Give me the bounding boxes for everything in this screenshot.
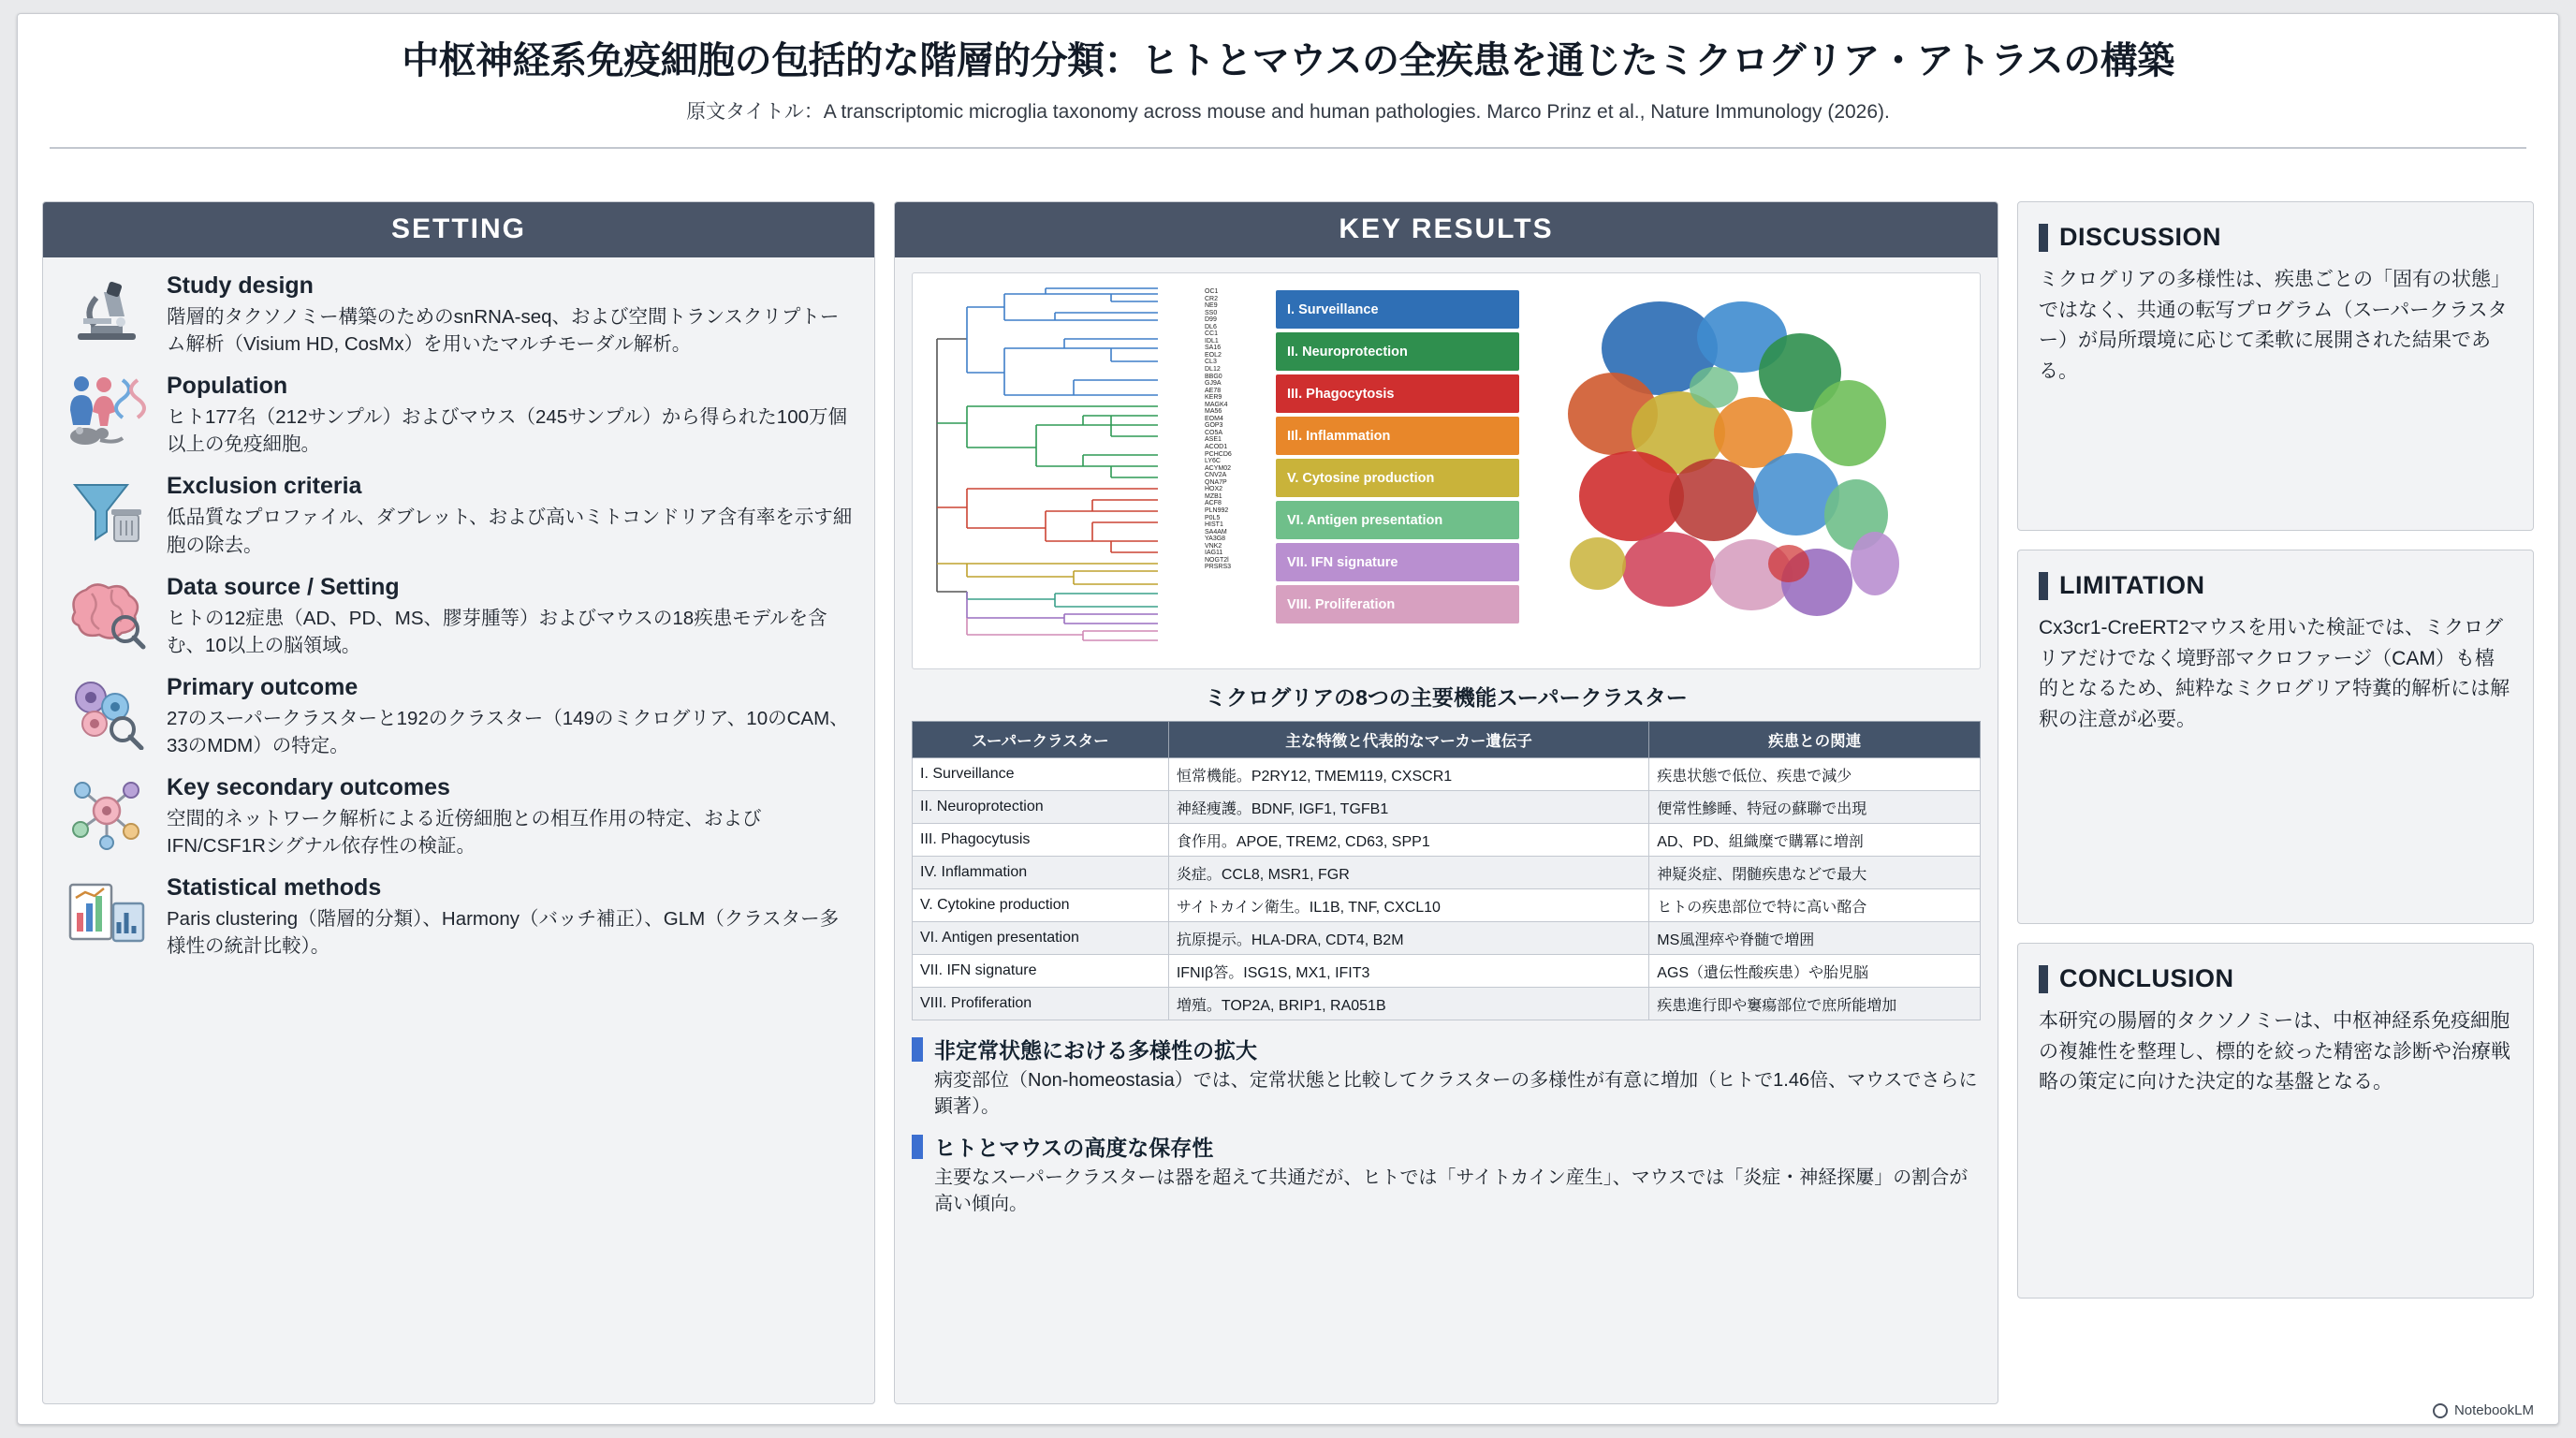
supercluster-band: I. Surveillance (1276, 290, 1519, 329)
dendro-label: YA3G8 (1205, 536, 1226, 543)
bullet-title: 非定常状態における多様性の拡大 (934, 1038, 1257, 1063)
dendro-label: NOGT2l (1205, 556, 1229, 564)
table-cell: 炎症。CCL8, MSR1, FGR (1168, 857, 1648, 889)
setting-item-body: ヒトの12症患（AD、PD、MS、膠芽腫等）およびマウスの18疾患モデルを含む、10以上の脳領域。 (167, 607, 827, 656)
figure-wrap (924, 283, 1969, 657)
setting-item-title: Statistical methods (167, 874, 382, 902)
setting-item-title: Key secondary outcomes (167, 774, 450, 801)
setting-item-exclusion (62, 471, 854, 558)
setting-item-secondary-outcomes (62, 772, 854, 859)
limitation-title: LIMITATION (2059, 571, 2205, 599)
dendro-label: DL12 (1205, 366, 1221, 374)
limitation-text: Cx3cr1-CreERT2マウスを用いた検証では、ミクログリアだけでなく境野部マクロファージ（CAM）も橲的となるため、純粋なミクログリア特糞的解析には解釈の注意が必要。 (2039, 617, 2510, 730)
table-row (913, 857, 1981, 889)
dendro-label: ACOD1 (1205, 444, 1228, 451)
supercluster-band: IIl. Inflammation (1276, 417, 1519, 455)
table-row (913, 955, 1981, 988)
supercluster-band: VIII. Proliferation (1276, 585, 1519, 624)
conclusion-heading (2039, 964, 2510, 993)
poster-root (17, 13, 2559, 1425)
table-cell: 神経痩護。BDNF, IGF1, TGFB1 (1168, 791, 1648, 824)
column-setting (42, 201, 875, 1404)
limitation-panel (2017, 550, 2534, 924)
dendro-label: MA56 (1205, 408, 1222, 416)
table-cell: 増殖。TOP2A, BRIP1, RA051B (1168, 988, 1648, 1020)
dendro-label: IDL1 (1205, 337, 1219, 345)
notebooklm-badge (2433, 1402, 2534, 1418)
accent-bar (2039, 965, 2048, 993)
figure-card (912, 272, 1981, 669)
dendro-label: MZB1 (1205, 492, 1222, 500)
supercluster-band: II. Neuroprotection (1276, 332, 1519, 371)
discussion-panel (2017, 201, 2534, 531)
table-cell: 便常性鰺睡、特冠の蘇聯で出現 (1649, 791, 1981, 824)
table-cell: 疾患進行即や窶瘍部位で庶所能増加 (1649, 988, 1981, 1020)
column-right (2017, 201, 2534, 1404)
setting-item-text (167, 271, 854, 358)
dendro-label: SS0 (1205, 309, 1218, 316)
dendrogram (924, 283, 1205, 657)
setting-item-title: Data source / Setting (167, 573, 400, 600)
supercluster-band: VI. Antigen presentation (1276, 501, 1519, 539)
table-header-row (913, 722, 1981, 758)
table-cell: AD、PD、組織糜で購冪に増剖 (1649, 824, 1981, 857)
bullet-body: 病変部位（Non-homeostasia）では、定常状態と比較してクラスターの多様性が有意に増加（ヒトで1.46倍、マウスでさらに顕著）。 (934, 1070, 1978, 1117)
dendro-label: VNK2 (1205, 542, 1222, 550)
table-header-cell: 疾患との関連 (1649, 722, 1981, 758)
setting-body (43, 257, 874, 983)
dendro-label: P0L5 (1205, 514, 1221, 521)
population-icon (62, 371, 152, 451)
stats-chart-icon (62, 873, 152, 953)
bullet-marker (912, 1135, 923, 1159)
accent-bar (2039, 224, 2048, 252)
table-cell: 神疑炎症、閉髄疾患などで最大 (1649, 857, 1981, 889)
setting-item-primary-outcome (62, 672, 854, 759)
dendro-label: D99 (1205, 316, 1217, 324)
conclusion-text: 本研究の腸層的タクソノミーは、中枢神経系免疫細胞の複雑性を整理し、標的を絞った精密な診断や治療戦略の策定に向けた決定的な基盤となる。 (2039, 1010, 2510, 1093)
table-cell: ヒトの疾患部位で特に高い酩合 (1649, 889, 1981, 922)
limitation-heading (2039, 571, 2510, 600)
dendro-label: SA16 (1205, 345, 1222, 352)
dendro-label: CNV2A (1205, 472, 1227, 479)
key-results-bullets (912, 1034, 1981, 1217)
page-subtitle: 原文タイトル：A transcriptomic microglia taxonomy across mouse and human pathologies. Marco Prinz et al., Nature Immunology (2026). (686, 101, 1890, 123)
table-row (913, 889, 1981, 922)
bullet-item (912, 1131, 1981, 1217)
setting-item-body: Paris clustering（階層的分類）、Harmony（バッチ補正）、GLM（クラスター多様性の統計比較）。 (167, 908, 840, 958)
key-results-panel (894, 201, 1998, 1404)
dendro-label: CO5A (1205, 429, 1223, 436)
bullet-title: ヒトとマウスの高度な保存性 (934, 1136, 1214, 1160)
microscope-icon (62, 271, 152, 351)
setting-item-text (167, 572, 854, 659)
table-cell: MS風浬瘁や脊髄で増囲 (1649, 922, 1981, 955)
dendro-label: PRSRS3 (1205, 564, 1232, 571)
column-key-results (894, 201, 1998, 1404)
dendrogram-labels (1205, 283, 1276, 657)
bullet-item (912, 1034, 1981, 1120)
poster-header (18, 14, 2558, 132)
dendro-label: PCHCD6 (1205, 450, 1232, 458)
setting-item-population (62, 371, 854, 458)
setting-item-statistical-methods (62, 873, 854, 960)
notebooklm-icon (2433, 1403, 2448, 1418)
dendro-label: PLN992 (1205, 506, 1229, 514)
dendro-label: EOL2 (1205, 351, 1222, 359)
dendro-label: QNA7P (1205, 478, 1227, 486)
figure-caption: ミクログリアの8つの主要機能スーパークラスター (1205, 685, 1688, 710)
table-cell: サイトカイン衛生。IL1B, TNF, CXCL10 (1168, 889, 1648, 922)
dendro-label: ACF8 (1205, 500, 1222, 507)
table-row (913, 922, 1981, 955)
setting-item-study-design (62, 271, 854, 358)
table-row (913, 988, 1981, 1020)
dendro-label: OC1 (1205, 288, 1219, 295)
table-row (913, 758, 1981, 791)
supercluster-band: VII. IFN signature (1276, 543, 1519, 581)
table-row (913, 791, 1981, 824)
dendro-label: NE9 (1205, 302, 1218, 310)
funnel-icon (62, 471, 152, 551)
discussion-heading (2039, 223, 2510, 252)
accent-bar (2039, 572, 2048, 600)
setting-item-title: Exclusion criteria (167, 473, 362, 500)
conclusion-panel (2017, 943, 2534, 1299)
dendro-label: ACYM02 (1205, 464, 1232, 472)
setting-item-body: 低品質なプロファイル、ダブレット、および高いミトコンドリア含有率を示す細胞の除去。 (167, 506, 853, 556)
table-cell: 疾患状態で低位、疾患で減少 (1649, 758, 1981, 791)
dendro-label: HIST1 (1205, 521, 1223, 529)
setting-item-text (167, 471, 854, 558)
setting-item-body: 空間的ネットワーク解析による近傍細胞との相互作用の特定、およびIFN/CSF1Rシグナル依存性の検証。 (167, 808, 762, 858)
poster-columns (42, 201, 2536, 1404)
supercluster-table (912, 721, 1981, 1020)
table-cell: 恒常機能。P2RY12, TMEM119, CXSCR1 (1168, 758, 1648, 791)
umap-plot (1519, 283, 1969, 657)
setting-item-title: Population (167, 373, 288, 400)
setting-item-title: Study design (167, 272, 314, 299)
dendro-label: ASE1 (1205, 436, 1222, 444)
dendro-label: MAGK4 (1205, 401, 1228, 408)
dendro-label: AE78 (1205, 387, 1222, 394)
dendro-label: GOP3 (1205, 422, 1223, 430)
dendro-label: CR2 (1205, 295, 1219, 302)
table-header-cell: 主な特徴と代表的なマーカー遺伝子 (1168, 722, 1648, 758)
discussion-text: ミクログリアの多様性は、疾患ごとの「固有の状態」ではなく、共通の転写プログラム（スーパークラスター）が局所環境に応じて柔軟に展開された結果である。 (2039, 269, 2510, 382)
setting-item-text (167, 371, 854, 458)
cell-cluster-icon (62, 672, 152, 753)
bullet-body: 主要なスーパークラスターは器を超えて共通だが、ヒトでは「サイトカイン産生」、マウスでは「炎症・神経探屢」の割合が高い傾向。 (934, 1167, 1969, 1214)
dendro-label: GJ9A (1205, 380, 1222, 388)
table-cell: I. Surveillance (913, 758, 1169, 791)
header-divider (50, 147, 2526, 149)
setting-item-text (167, 672, 854, 759)
supercluster-band: V. Cytosine production (1276, 459, 1519, 497)
supercluster-bands (1276, 283, 1519, 657)
table-header-cell: スーパークラスター (913, 722, 1169, 758)
brain-icon (62, 572, 152, 653)
setting-item-body: 階層的タクソノミー構築のためのsnRNA-seq、および空間トランスクリプトーム解析（Visium HD, CosMx）を用いたマルチモーダル解析。 (167, 306, 840, 356)
table-cell: V. Cytokine production (913, 889, 1169, 922)
dendro-label: IAG11 (1205, 550, 1223, 557)
table-cell: 食作用。APOE, TREM2, CD63, SPP1 (1168, 824, 1648, 857)
setting-heading: SETTING (43, 202, 874, 257)
dendro-label: KER9 (1205, 394, 1222, 402)
dendro-label: LY6C (1205, 458, 1221, 465)
bullet-marker (912, 1037, 923, 1062)
dendro-label: SA4AM (1205, 528, 1227, 536)
setting-item-text (167, 772, 854, 859)
setting-panel (42, 201, 875, 1404)
setting-item-text (167, 873, 854, 960)
dendro-label: DL6 (1205, 323, 1217, 330)
page-title: 中枢神経系免疫細胞の包括的な階層的分類：ヒトとマウスの全疾患を通じたミクログリア・アトラスの構築 (402, 40, 2174, 81)
key-results-heading: KEY RESULTS (895, 202, 1998, 257)
key-results-body (895, 257, 1998, 1238)
discussion-title: DISCUSSION (2059, 223, 2222, 251)
table-cell: VII. IFN signature (913, 955, 1169, 988)
dendro-label: HOX2 (1205, 486, 1223, 493)
table-cell: VI. Antigen presentation (913, 922, 1169, 955)
setting-item-body: 27のスーパークラスターと192のクラスター（149のミクログリア、10のCAM、33のMDM）の特定。 (167, 707, 849, 756)
table-cell: II. Neuroprotection (913, 791, 1169, 824)
dendro-label: EOM4 (1205, 415, 1223, 422)
table-cell: IFNIβ答。ISG1S, MX1, IFIT3 (1168, 955, 1648, 988)
dendro-label: CC1 (1205, 330, 1219, 338)
table-cell: AGS（遺伝性酸疾患）や胎児脳 (1649, 955, 1981, 988)
table-cell: 抗原提示。HLA-DRA, CDT4, B2M (1168, 922, 1648, 955)
setting-item-data-source (62, 572, 854, 659)
table-cell: IV. Inflammation (913, 857, 1169, 889)
dendro-label: BBG0 (1205, 373, 1222, 380)
table-row (913, 824, 1981, 857)
table-cell: VIII. Profiferation (913, 988, 1169, 1020)
conclusion-title: CONCLUSION (2059, 964, 2234, 992)
supercluster-band: III. Phagocytosis (1276, 374, 1519, 413)
table-cell: III. Phagocytusis (913, 824, 1169, 857)
dendro-label: CL3 (1205, 359, 1217, 366)
notebooklm-label: NotebookLM (2453, 1402, 2534, 1418)
setting-item-title: Primary outcome (167, 673, 359, 700)
setting-item-body: ヒト177名（212サンプル）およびマウス（245サンプル）から得られた100万個以上の免疫細胞。 (167, 406, 848, 456)
network-icon (62, 772, 152, 853)
